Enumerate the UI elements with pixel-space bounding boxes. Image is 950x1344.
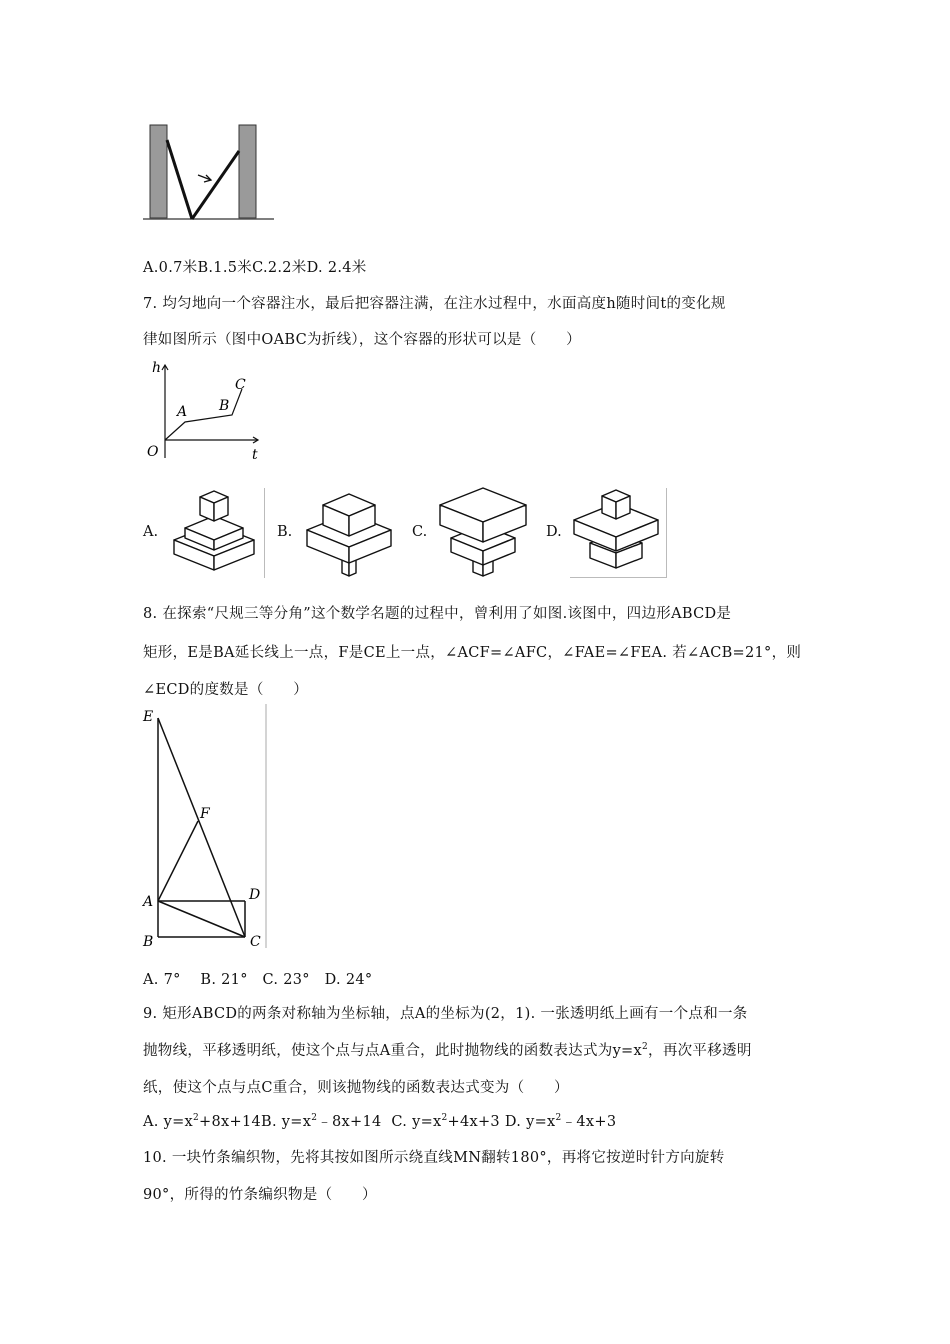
fig-label-a: A [143, 894, 154, 910]
q7-stem-line2: 律如图所示（图中OABC为折线），这个容器的形状可以是（ ） [143, 332, 581, 348]
q9-option-d: D. $y=x^2﹣4x+3$ [504, 1113, 617, 1130]
q10-stem-line1: 10. 一块竹条编织物，先将其按如图所示绕直线MN翻转180°，再将它按逆时针方向旋转 [143, 1150, 725, 1166]
fig-label-b: B [143, 934, 154, 950]
q6-options: A.0.7米B.1.5米C.2.2米D. 2.4米 [143, 260, 367, 276]
fig-label-c: C [250, 934, 261, 950]
q7-option-c-label: C. [412, 524, 428, 540]
q7-option-d-label: D. [546, 524, 562, 540]
fig-label-e: E [143, 709, 154, 725]
graph-label-t: t [252, 447, 258, 463]
q8-stem-line2: 矩形，E是BA延长线上一点，F是CE上一点，∠ACF=∠AFC，∠FAE=∠FEA. 若∠ACB=21°，则 [143, 645, 802, 661]
graph-label-b: B [219, 398, 230, 414]
q8-stem-line3: ∠ECD的度数是（ ） [143, 682, 309, 698]
fig-label-d: D [249, 887, 261, 903]
graph-label-o: O [147, 444, 159, 460]
water-height-graph [140, 360, 270, 465]
q9-stem-line1: 9. 矩形ABCD的两条对称轴为坐标轴，点A的坐标为(2，1). 一张透明纸上画有一个点和一条 [143, 1006, 748, 1022]
graph-label-a: A [177, 404, 188, 420]
q7-option-b-label: B. [277, 524, 293, 540]
q9-option-b: B. $y=x^2﹣8x+14$ [261, 1113, 382, 1130]
container-shape-d [570, 486, 662, 578]
q9-stem-line3: 纸，使这个点与点C重合，则该抛物线的函数表达式变为（ ） [143, 1080, 569, 1096]
graph-label-c: C [235, 377, 246, 393]
container-shape-a [168, 486, 260, 578]
container-shape-c [437, 486, 529, 578]
container-shape-b [303, 486, 395, 578]
q8-stem-line1: 8. 在探索“尺规三等分角”这个数学名题的过程中，曾利用了如图.该图中，四边形ABCD是 [143, 606, 732, 622]
q9-options [143, 1112, 616, 1132]
trisection-figure [140, 700, 270, 955]
fig-label-f: F [200, 806, 210, 822]
q9-option-a: A. $y=x^2+8x+14$ [143, 1113, 261, 1130]
q10-stem-line2: 90°，所得的竹条编织物是（ ） [143, 1187, 377, 1203]
q9-stem-line2: 抛物线，平移透明纸，使这个点与点A重合，此时抛物线的函数表达式为$y=x^2$，再次平移透明 [143, 1042, 752, 1059]
q8-options: A. 7° B. 21° C. 23° D. 24° [143, 972, 373, 988]
q7-divider-1 [264, 488, 265, 578]
ladder-figure [140, 118, 280, 228]
q7-option-a-label: A. [143, 524, 159, 540]
q9-option-c: C. $y=x^2+4x+3$ [391, 1113, 500, 1130]
q7-divider-2 [666, 488, 667, 578]
graph-label-h: h [152, 360, 162, 376]
q7-stem-line1: 7. 均匀地向一个容器注水，最后把容器注满，在注水过程中，水面高度h随时间t的变化规 [143, 296, 726, 312]
